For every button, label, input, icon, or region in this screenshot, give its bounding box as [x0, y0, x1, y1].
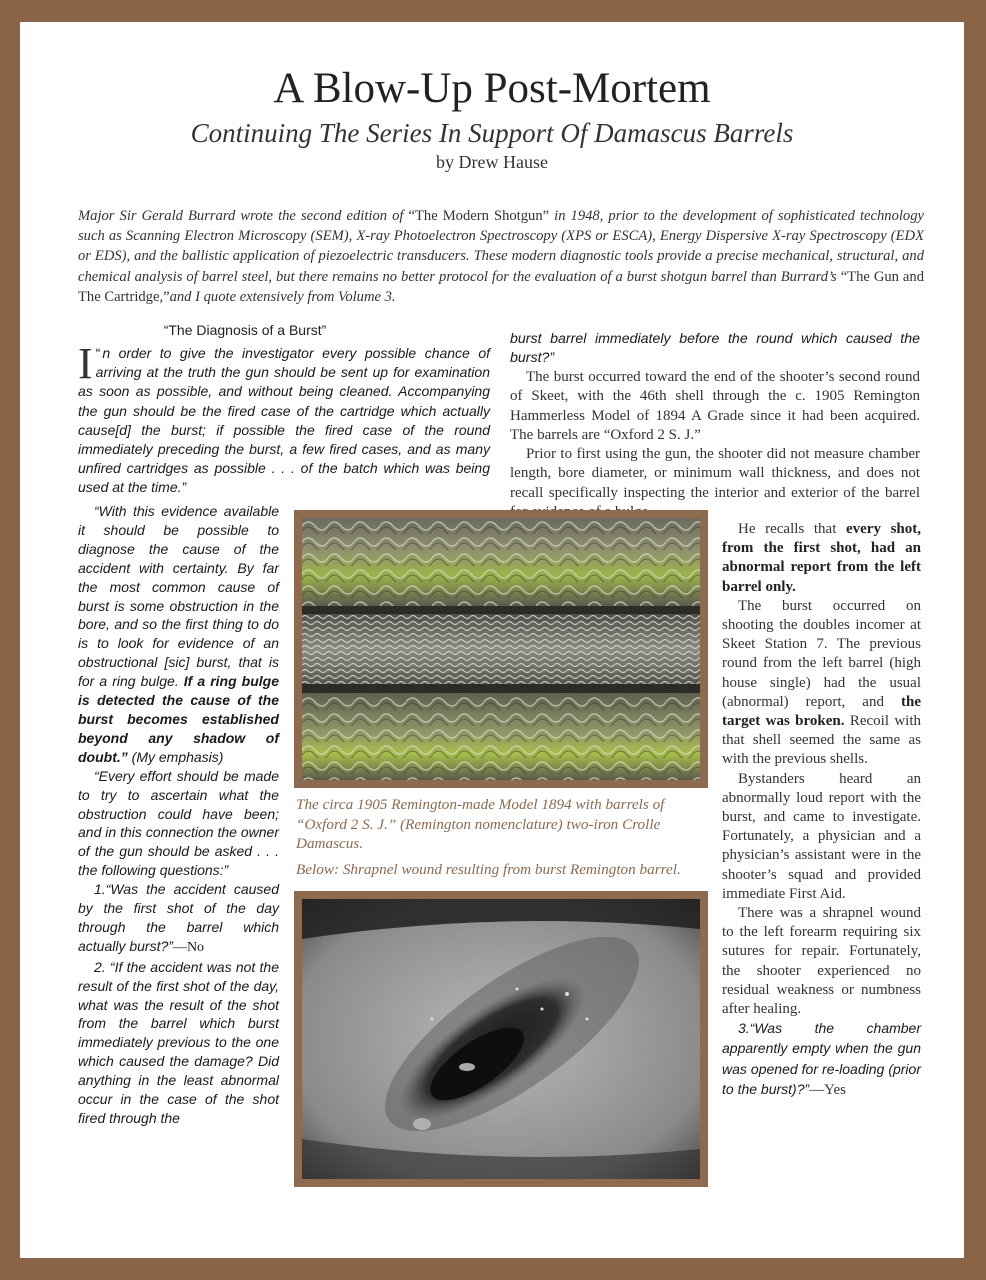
station-text: The burst occurred on shooting the doubles incomer at Skeet Station 7. The previous round from the left barrel (high house single) had the usual (abnormal) report, and: [722, 597, 921, 710]
question-2: 2. “If the accident was not the result of the first shot of the day, what was the result of the shot from the barrel which burst immediately previous to the one which caused the damage? Did anything in the least abnormal occur in the case of the shot fired through the: [78, 958, 279, 1126]
right-narrow-column: [722, 500, 921, 1100]
shrapnel-wound-image: [302, 899, 700, 1179]
paragraph-station-7: [722, 597, 921, 770]
intro-text-1: Major Sir Gerald Burrard wrote the second edition of: [78, 208, 409, 224]
right-column-top: [510, 330, 920, 522]
intro-text-3: and I quote extensively from Volume 3.: [169, 288, 396, 305]
opening-quote-paragraph: [78, 339, 490, 498]
recalls-text: He recalls that: [738, 521, 846, 537]
question-1-text: 1.“Was the accident caused by the first shot of the day through the barrel which actually burst?”: [78, 881, 279, 954]
figure-caption-wound: Below: Shrapnel wound resulting from burst Remington barrel.: [296, 861, 681, 878]
magazine-page: [20, 22, 964, 1258]
question-3: [722, 1019, 921, 1100]
quote-paragraph-2: [78, 502, 279, 767]
shrapnel-wound-photo-frame: [294, 891, 708, 1187]
paragraph-prior-use-text: Prior to first using the gun, the shooter did not measure chamber length, bore diameter, or minimum wall thickness, and does not recall specifically inspecting the interior and exterior of the barrel: [510, 446, 920, 501]
paragraph-shrapnel: There was a shrapnel wound to the left forearm requiring six sutures for repair. Fortunately, the shooter experienced no residual weakness or numbness after healing.: [722, 905, 921, 1018]
question-3-dash: —: [809, 1081, 825, 1098]
paragraph-burst-occurred: The burst occurred toward the end of the shooter’s second round of Skeet, with the 46th shell through the c. 1905 Remington Hammerless Model of 1894 A Grade since it had been acquired. The barrels are “Oxford 2 S. J.”: [510, 369, 920, 443]
article-byline: by Drew Hause: [436, 152, 548, 172]
question-2-continued: burst barrel immediately before the round which caused the burst?”: [510, 331, 920, 366]
damascus-barrel-photo-frame: [294, 510, 708, 788]
damascus-barrel-image: [302, 518, 700, 780]
section-heading: “The Diagnosis of a Burst”: [163, 322, 327, 338]
quote-emphasis: If a ring bulge is detected the cause of the burst becomes established beyond any shadow of doubt.”: [78, 673, 280, 765]
question-1-answer: No: [186, 939, 205, 955]
paragraph-bystanders: Bystanders heard an abnormally loud report with the burst, and came to investigate. Fortunately, a physician and a physician’s assistant were in the shooter’s squad and provided immediate First Aid.: [722, 770, 921, 902]
paragraph-recalls: [722, 520, 921, 597]
opening-quote-block: [78, 339, 490, 498]
quote-text-2: “With this evidence available it should be possible to diagnose the cause of the accident with certainty. By far the most common cause of burst is some obstruction in the bore, and so the first thing to do is to look for evidence of an obstructional [sic] burst, that is for a ring bulge.: [78, 503, 279, 690]
article-title: A Blow-Up Post-Mortem: [273, 65, 711, 112]
drop-cap: I: [78, 339, 93, 388]
station-emphasis: the target was broken.: [722, 693, 921, 730]
intro-book-title-2: “The Gun and The Cartridge,”: [78, 268, 924, 305]
question-3-answer: Yes: [824, 1081, 846, 1098]
question-1-dash: —: [172, 939, 187, 955]
quote-text-2b: (My emphasis): [127, 748, 224, 765]
article-subtitle: Continuing The Series In Support Of Damascus Barrels: [190, 118, 794, 148]
intro-paragraph: [78, 206, 924, 307]
quote-paragraph-3: “Every effort should be made to try to ascertain what the obstruction could have been; and in this connection the owner of the gun should be asked . . . the following questions:”: [78, 767, 279, 879]
left-narrow-column: [78, 502, 279, 1128]
shrapnel-wound-photo: [302, 899, 700, 1179]
damascus-barrel-photo: [302, 518, 700, 780]
intro-book-title-1: “The Modern Shotgun”: [408, 208, 550, 224]
open-quote-mark: “: [95, 345, 101, 361]
recalls-emphasis: every shot, from the first shot, had an abnormal report from the left barrel only.: [722, 521, 921, 595]
question-1: [78, 880, 279, 958]
station-text-2: Recoil with that shell seemed the same as with the previous shells.: [722, 713, 921, 768]
question-3-text: 3.“Was the chamber apparently empty when the gun was opened for re-loading (prior to the burst)?”: [722, 1020, 921, 1097]
figure-caption-barrels: The circa 1905 Remington-made Model 1894 with barrels of “Oxford 2 S. J.” (Remington nomenclature) two-iron Crolle Damascus.: [296, 796, 665, 852]
quote-text-1: n order to give the investigator every possible chance of arriving at the truth the gun should be sent up for examination as soon as possible, and without being cleaned. Accompanying the gun should be the fired case of the cartridge which actually cause[d] the burst; if possible the fired case of the round immediately preceding the burst, a few fired cases, and as many unfired cartridges as possible . . . of the batch which was being used at the time.”: [78, 345, 490, 496]
intro-text-2: in 1948, prior to the development of sophisticated technology such as Scanning Electron Microscopy (SEM), X-ray Photoelectron Spectroscopy (XPS or ESCA), Energy Dispersive X-ray Spectroscopy (EDX or EDS), and the ballistic application of piezoelectric transducers. These modern diagnostic tools provide a precise mechanical, structural, and chemical analysis of barrel steel, but there remains no better protocol for the evaluation of a burst shotgun barrel than Burrard’s: [78, 208, 924, 285]
